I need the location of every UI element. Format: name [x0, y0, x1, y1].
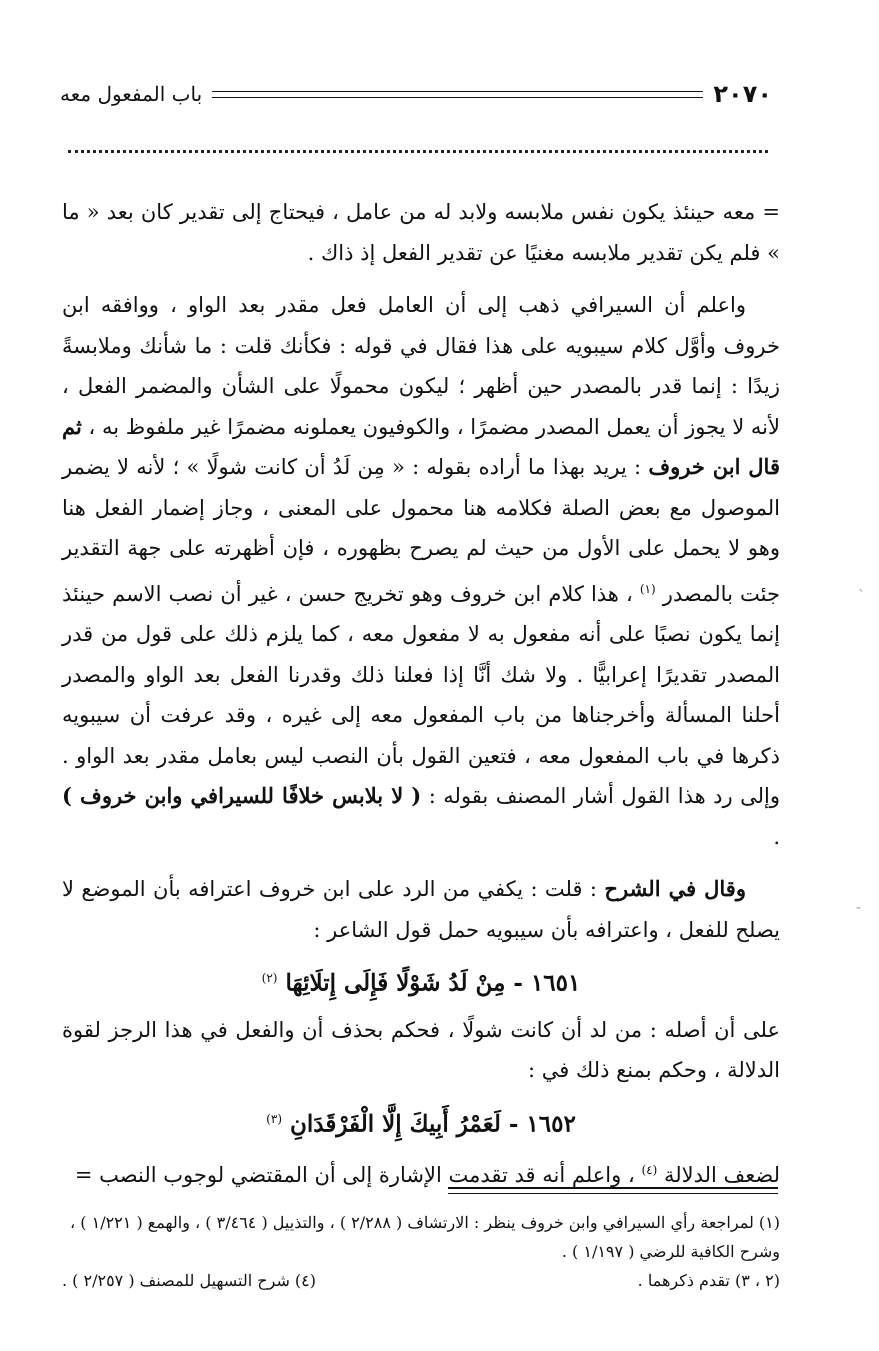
header-rule: [212, 91, 703, 98]
paragraph-sharh: [62, 869, 780, 950]
paragraph-end: .: [773, 824, 780, 849]
verse-line: [62, 954, 780, 1008]
paragraph-text: ، واعلم أنه قد تقدمت الإشارة إلى أن المقتضي لوجوب النصب =: [74, 1163, 635, 1188]
footnotes: [62, 1208, 780, 1295]
paragraph-sirafi: [62, 285, 780, 857]
paragraph-continuation: = معه حينئذ يكون نفس ملابسه ولابد له من عامل ، فيحتاج إلى تقدير كان بعد « ما » فلم يكن تقدير ملابسه مغنيًا عن تقدير الفعل إذ ذاك .: [62, 200, 780, 265]
running-header: [60, 76, 772, 112]
dotted-separator: [68, 150, 768, 153]
footnote-4: (٤) شرح التسهيل للمصنف ( ٢/٢٥٧ ) .: [62, 1271, 317, 1290]
margin-mark: ˎ: [858, 576, 865, 592]
footnote-ref: (٤): [641, 1163, 658, 1178]
paragraph-asl: على أن أصله : من لد أن كانت شولًا ، فحكم بحذف أن والفعل في هذا الرجز لقوة الدلالة ، وحكم بمنع ذلك في :: [62, 1017, 780, 1083]
margin-mark: -: [856, 900, 862, 916]
main-text: [62, 192, 780, 1196]
paragraph-text: : قلت : يكفي من الرد على ابن خروف اعترافه بأن الموضع لا يصلح للفعل ، واعترافه بأن سيبويه حمل قول الشاعر :: [62, 877, 780, 942]
footnote-2-3: (٢ ، ٣) تقدم ذكرهما .: [637, 1271, 780, 1290]
footnote-ref: (٣): [266, 1111, 282, 1126]
page-number: ٢٠٧٠: [713, 80, 772, 108]
footnote-1: (١) لمراجعة رأي السيرافي وابن خروف ينظر : الارتشاف ( ٢/٢٨٨ ) ، والتذييل ( ٣/٤٦٤ ) ، والهمع ( ١/٢٢١ ) ، وشرح الكافية للرضي ( ١/١٩٧ ) .: [70, 1213, 780, 1261]
paragraph-text: لضعف الدلالة: [663, 1163, 780, 1188]
paragraph-text: ، هذا كلام ابن خروف وهو تخريج حسن ، غير أن نصب الاسم حينئذ إنما يكون نصبًا على أنه مفعول به لا مفعول معه ، كما يلزم ذلك على قول من قدر المصدر تقديرًا إعرابيًّا . ولا شك أنَّا إذا فعلنا ذلك وقدرنا الفعل بعد الواو والمصدر أحلنا المسألة وأخرجناها من باب المفعول معه إلى غيره ، وقد عرفت أن سيبويه ذكرها في باب المفعول معه ، فتعين القول بأن النصب ليس بعامل مقدر بعد الواو . وإلى رد هذا القول أشار المصنف بقوله :: [62, 581, 781, 808]
footnote-ref: (٢): [261, 971, 278, 985]
footnote-ref: (١): [639, 581, 656, 596]
quoted-text: ( لا بلابس خلافًا للسيرافي وابن خروف ): [62, 783, 422, 808]
footnote-separator: [448, 1187, 778, 1194]
bold-phrase: وقال في الشرح: [604, 876, 746, 901]
chapter-title: باب المفعول معه: [60, 82, 203, 106]
bold-phrase: ثم قال ابن خروف: [62, 413, 780, 479]
verse-text: ١٦٥٢ - لَعَمْرُ أَبِيكَ إِلَّا الْفَرْقَدَانِ: [290, 1110, 576, 1138]
verse-line: [62, 1095, 780, 1149]
verse-text: ١٦٥١ - مِنْ لَدُ شَوْلًا فَإِلَى إِتلَائِهَا: [285, 969, 581, 997]
paragraph-text: : يريد بهذا ما أراده بقوله : « مِن لَدُ أن كانت شولًا » ؛ لأنه لا يضمر الموصول مع بعض الصلة فكلامه هنا محمول على المعنى ، وجاز إضمار الفعل هنا وهو لا يحمل على الأول من حيث لم يصرح بظهوره ، فإن أظهرته على جهة التقدير جئت بالمصدر: [62, 455, 780, 606]
paragraph-text: واعلم أن السيرافي ذهب إلى أن العامل فعل مقدر بعد الواو ، ووافقه ابن خروف وأوَّل كلام سيبويه على هذا فقال في قوله : فكأنك قلت : ما شأنك وملابسةً زيدًا : إنما قدر بالمصدر حين أظهر ؛ ليكون محمولًا على الشأن والمضمر الفعل ، لأنه لا يجوز أن يعمل المصدر مضمرًا ، والكوفيون يعملونه مضمرًا غير ملفوظ به ،: [62, 293, 780, 439]
footnote-row: [62, 1266, 780, 1295]
